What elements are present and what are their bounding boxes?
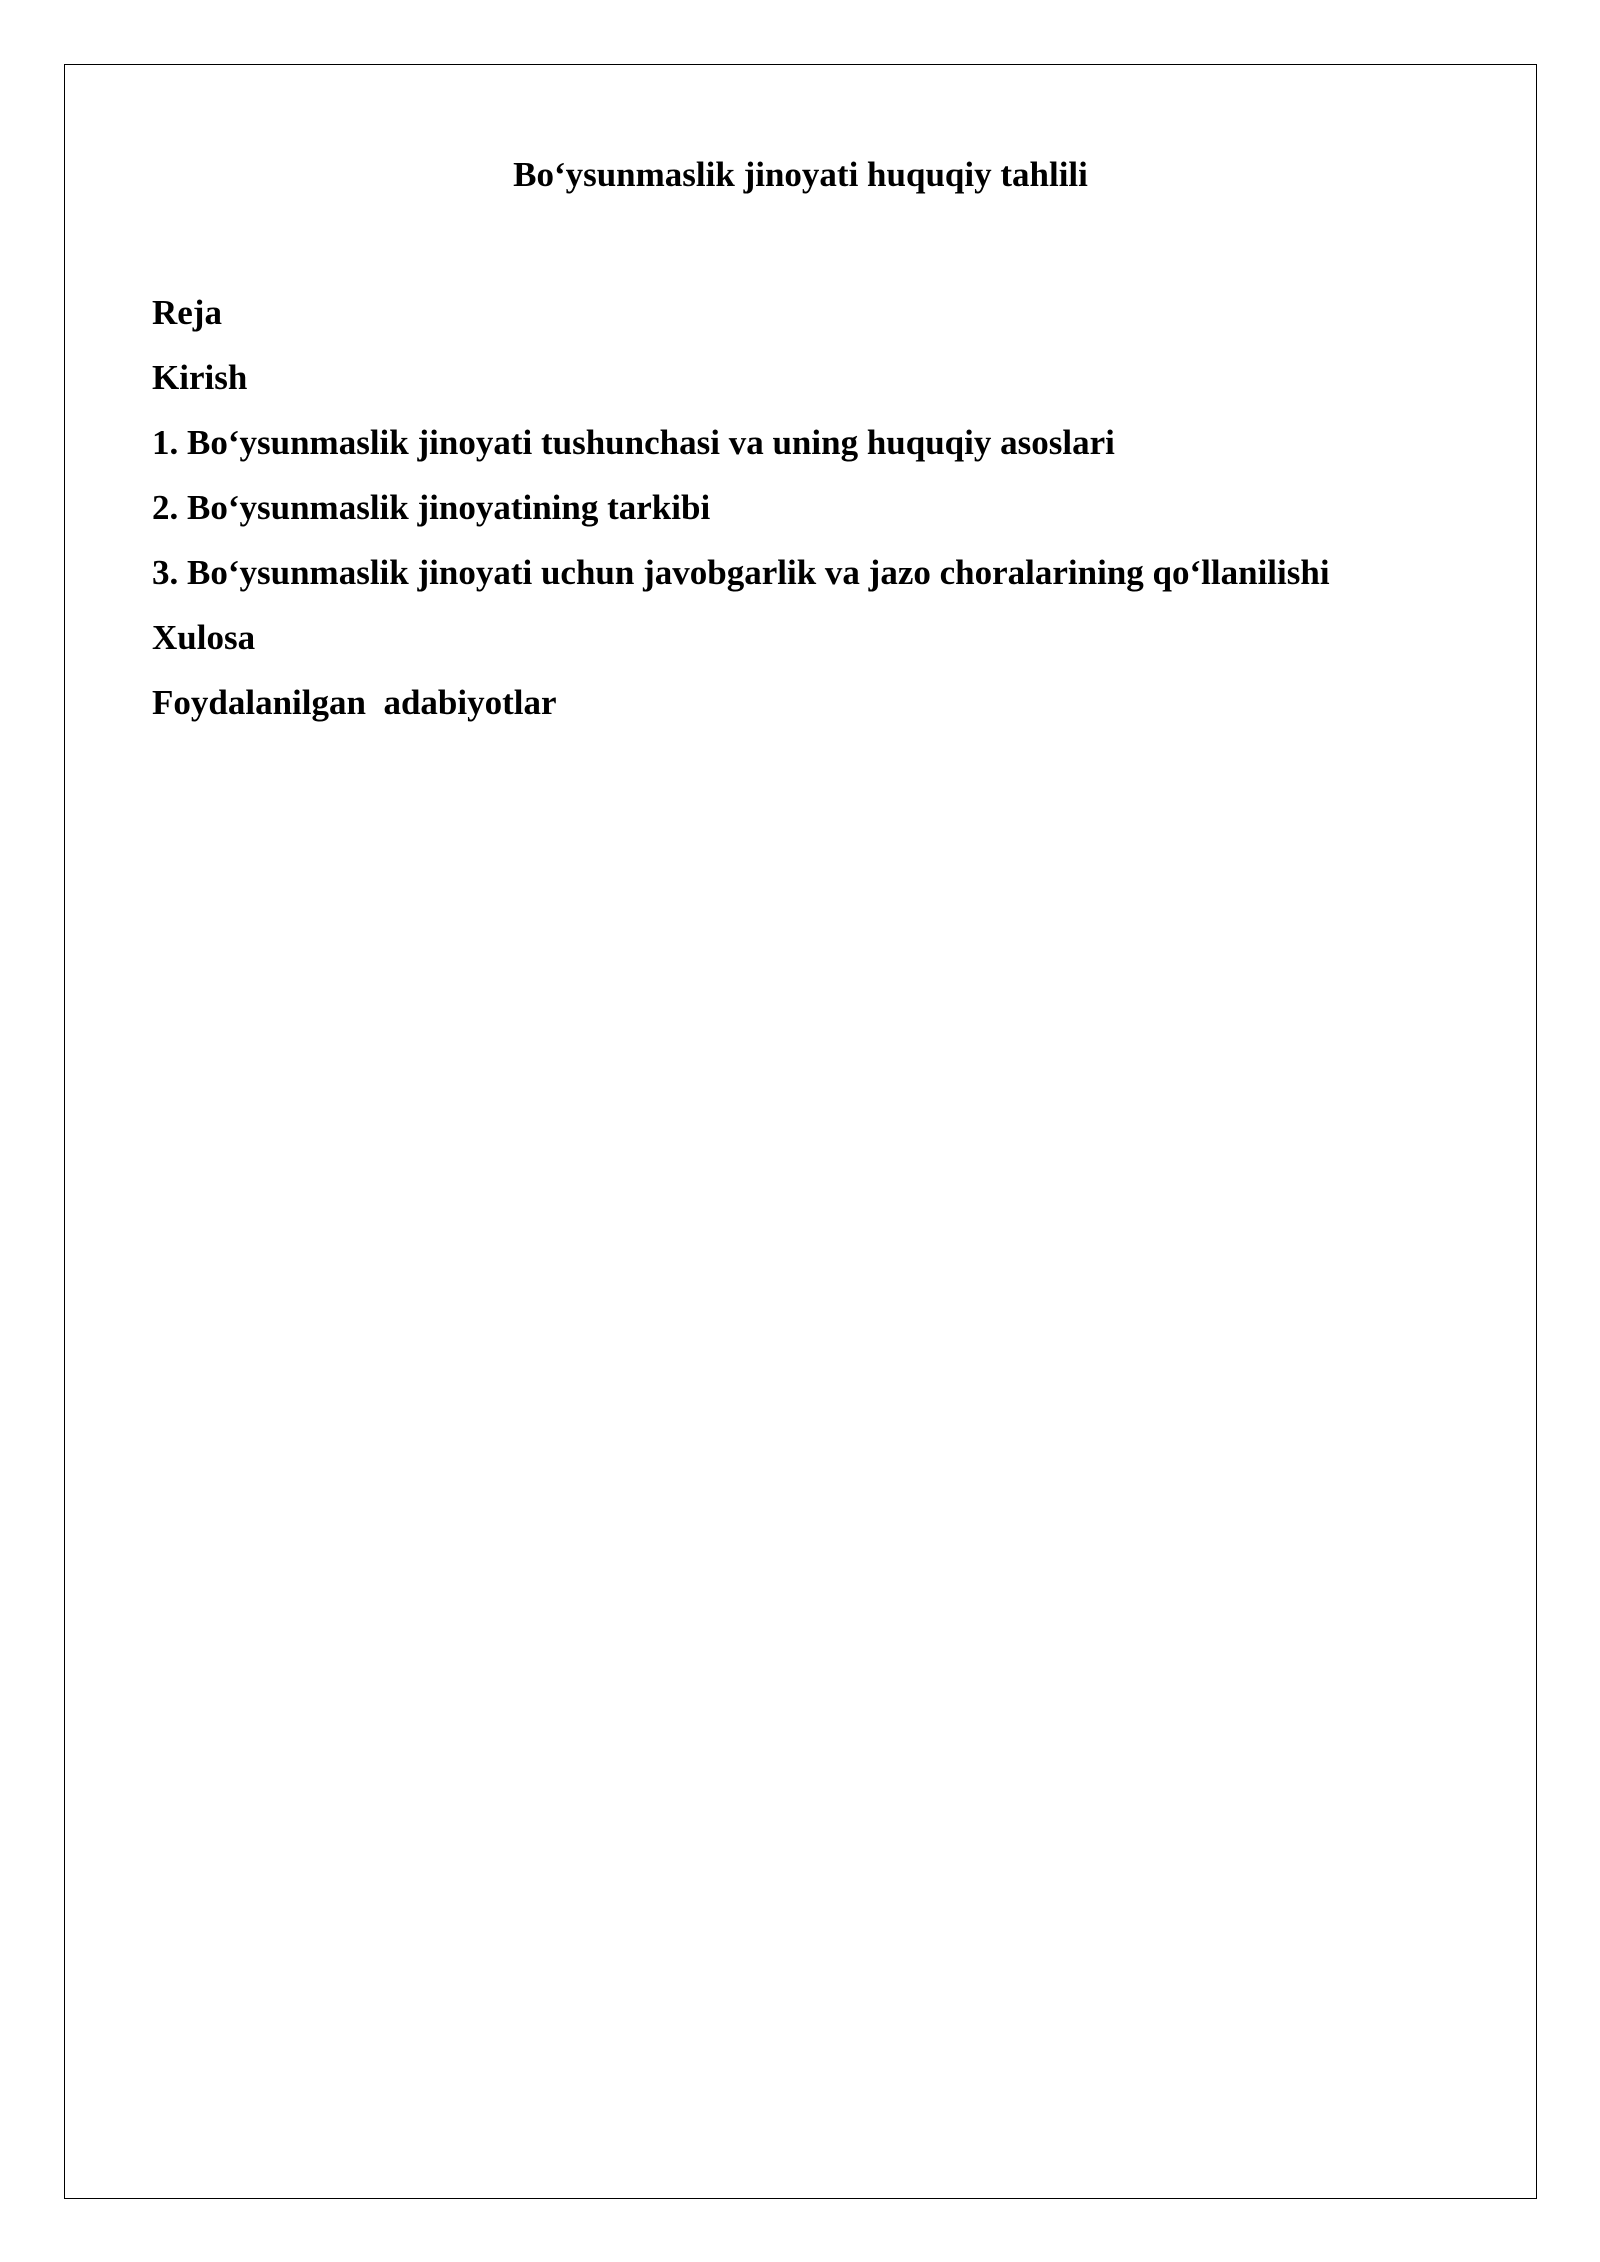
- plan-list: [152, 280, 1330, 735]
- plan-item-chapter-3: 3. Bo‘ysunmaslik jinoyati uchun javobgarlik va jazo choralarining qo‘llanilishi: [152, 553, 1330, 592]
- plan-item-introduction: Kirish: [152, 358, 248, 397]
- plan-heading: Reja: [152, 293, 222, 332]
- plan-item-chapter-2: 2. Bo‘ysunmaslik jinoyatining tarkibi: [152, 488, 711, 527]
- document-title: Bo‘ysunmaslik jinoyati huquqiy tahlili: [513, 155, 1088, 194]
- plan-item-chapter-1: 1. Bo‘ysunmaslik jinoyati tushunchasi va uning huquqiy asoslari: [152, 423, 1115, 462]
- plan-item-references: Foydalanilgan adabiyotlar: [152, 683, 557, 722]
- plan-item-conclusion: Xulosa: [152, 618, 256, 657]
